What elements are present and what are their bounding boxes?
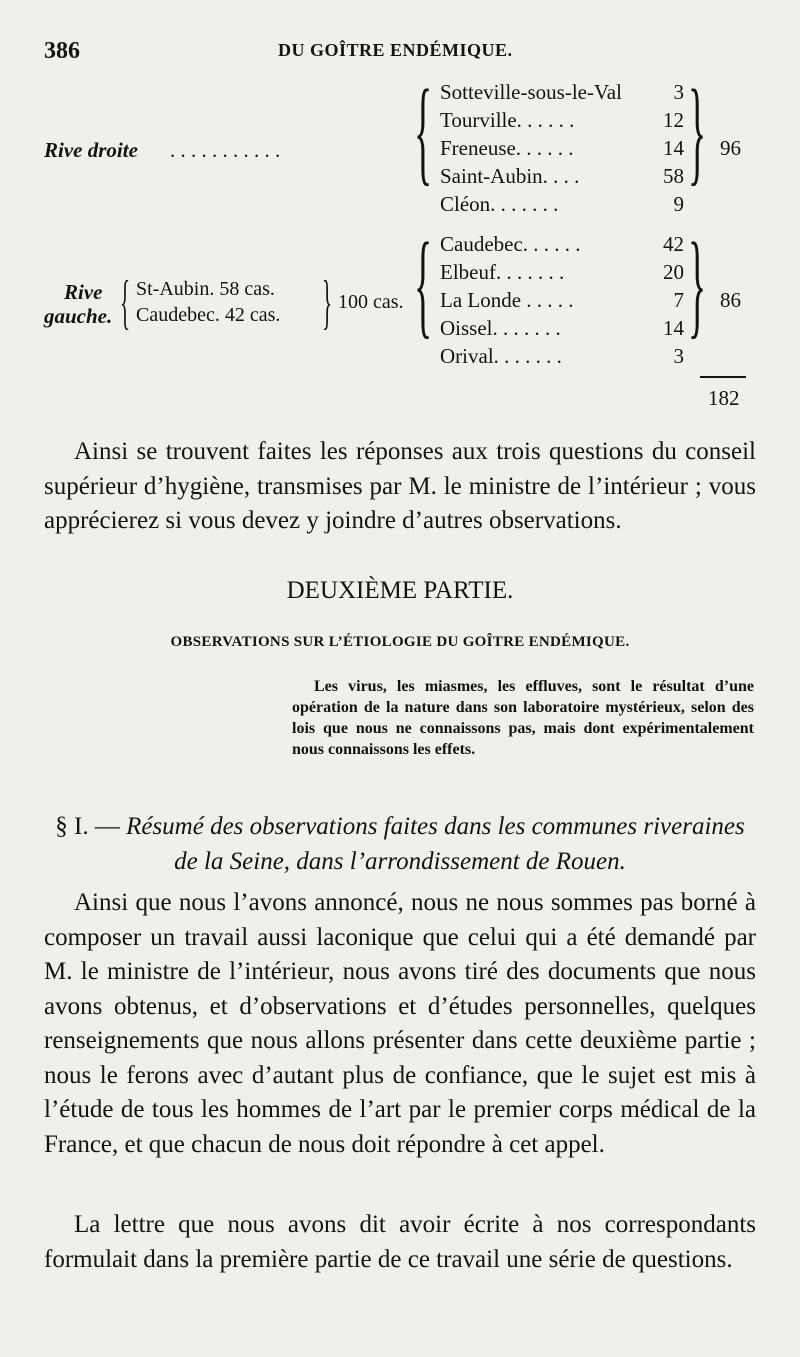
rive-gauche-total: 86 xyxy=(720,288,741,312)
rive-gauche-sub2: Caudebec. 42 cas. xyxy=(136,304,281,326)
rive-gauche-sub-open-brace: { xyxy=(120,269,131,335)
rive-droite-total: 96 xyxy=(720,136,741,160)
town-name: Tourville. . . . . . xyxy=(440,108,575,132)
town-name: Saint-Aubin. . . . xyxy=(440,164,580,188)
town-count: 20 xyxy=(663,260,684,284)
section-title: Résumé des observations faites dans les communes riveraines de la Seine, dans l’arrondissement de Rouen. xyxy=(126,813,745,875)
town-name: Cléon. . . . . . . xyxy=(440,192,559,216)
town-name: Freneuse. . . . . . xyxy=(440,136,574,160)
town-name: Oissel. . . . . . . xyxy=(440,316,561,340)
town-count: 7 xyxy=(673,288,684,312)
section-number: § I. — xyxy=(55,813,120,840)
rive-droite-leader-dots: . . . . . . . . . . . xyxy=(170,138,281,162)
rive-gauche-close-brace: } xyxy=(688,218,707,349)
part-subtitle: OBSERVATIONS SUR L’ÉTIOLOGIE DU GOÎTRE ENDÉMIQUE. xyxy=(170,634,630,650)
grand-total: 182 xyxy=(708,386,740,410)
rive-droite-open-brace: { xyxy=(414,65,433,196)
town-count: 12 xyxy=(663,108,684,132)
section-heading xyxy=(44,810,756,879)
town-count: 14 xyxy=(663,136,684,160)
rive-gauche-subtotal: 100 cas. xyxy=(338,291,404,313)
sum-rule xyxy=(700,376,746,378)
town-count: 58 xyxy=(663,164,684,188)
rive-gauche-open-brace: { xyxy=(414,218,433,349)
rive-gauche-label-line2: gauche. xyxy=(44,304,113,328)
running-title: DU GOÎTRE ENDÉMIQUE. xyxy=(278,40,513,60)
town-count: 3 xyxy=(673,344,684,368)
town-count: 9 xyxy=(673,192,684,216)
page-number: 386 xyxy=(44,38,80,64)
rive-gauche-label-line1: Rive xyxy=(64,280,103,304)
paragraph-introduction: Ainsi que nous l’avons annoncé, nous ne nous sommes pas borné à composer un travail aussi laconique que celui qui a été demandé par M. le ministre de l’intérieur, nous avons tiré des documents que nous avons obtenus, et d’observations et d’études personnelles, quelques renseignements que nous allons présenter dans cette deuxième partie ; nous le ferons avec d’autant plus de confiance, que le sujet est mis à l’étude de tous les hommes de l’art par le premier corps médical de la France, et que chacun de nous doit répondre à cet appel. xyxy=(44,889,756,1158)
town-name: Orival. . . . . . . xyxy=(440,344,562,368)
town-name: Caudebec. . . . . . xyxy=(440,232,581,256)
part-title: DEUXIÈME PARTIE. xyxy=(286,577,514,604)
rive-droite-label: Rive droite xyxy=(44,138,138,162)
town-name: Elbeuf. . . . . . . xyxy=(440,260,565,284)
rive-gauche-sub-close-brace: } xyxy=(322,269,333,335)
town-count: 3 xyxy=(673,80,684,104)
epigraph: Les virus, les miasmes, les effluves, sont le résultat d’une opération de la nature dans son laboratoire mystérieux, selon des lois que nous ne connaissons pas, mais dont expérimentalement nous connaissons les effets. xyxy=(292,678,754,758)
town-name: La Londe . . . . . xyxy=(440,288,574,312)
rive-gauche-sub1: St-Aubin. 58 cas. xyxy=(136,278,275,300)
paragraph-questions: La lettre que nous avons dit avoir écrite à nos correspondants formulait dans la première partie de ce travail une série de questions. xyxy=(44,1211,756,1273)
town-name: Sotteville-sous-le-Val xyxy=(440,80,622,104)
town-count: 14 xyxy=(663,316,684,340)
rive-droite-close-brace: } xyxy=(688,65,707,196)
town-count: 42 xyxy=(663,232,684,256)
paragraph-conclusion: Ainsi se trouvent faites les réponses aux trois questions du conseil supérieur d’hygiène, transmises par M. le ministre de l’intérieur ; vous apprécierez si vous devez y joindre d’autres observations. xyxy=(44,438,756,534)
